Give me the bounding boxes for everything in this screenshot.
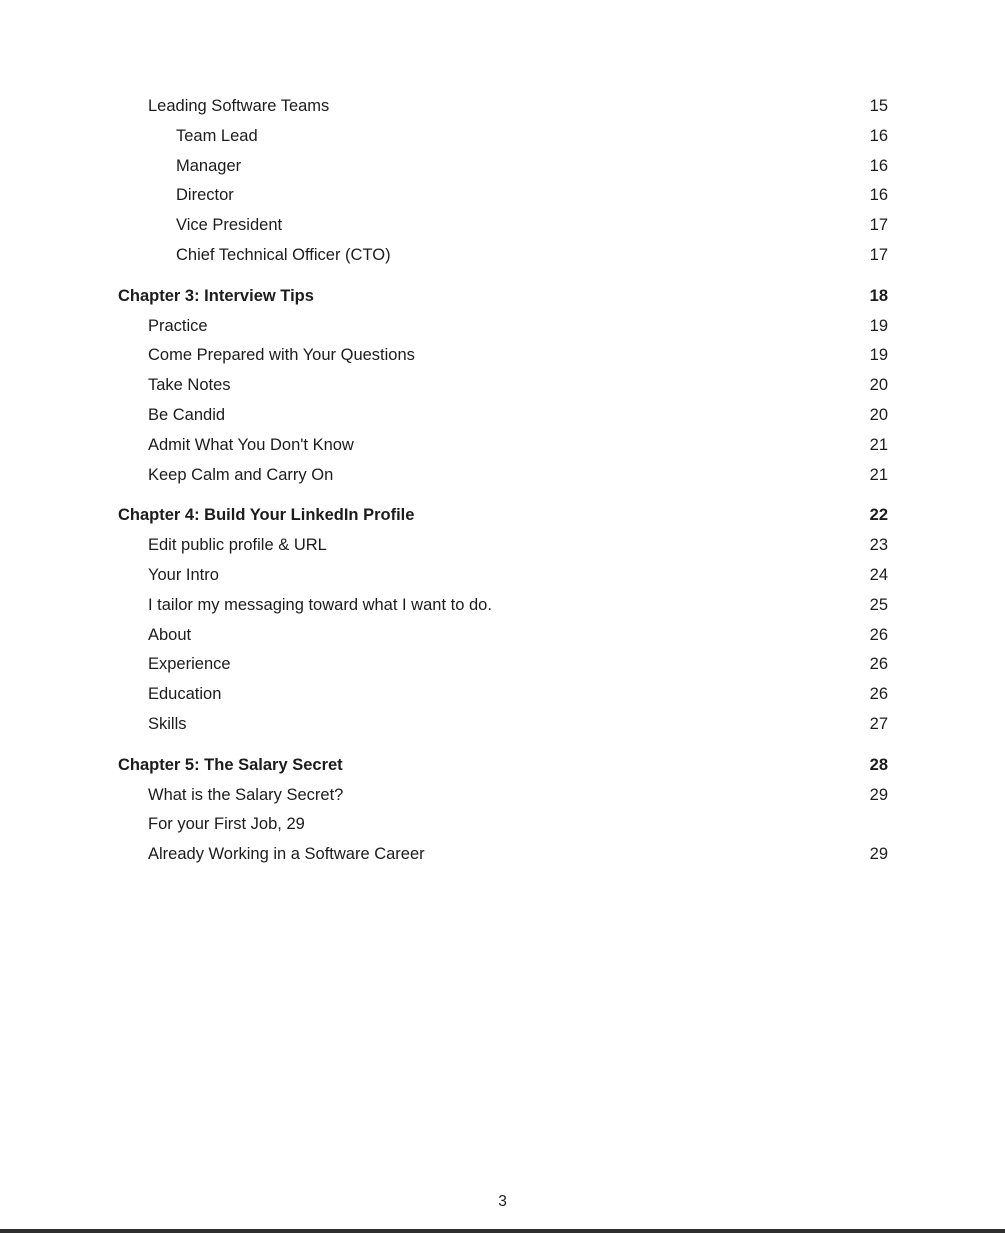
- toc-entry: [118, 810, 888, 840]
- toc-entry: [118, 211, 888, 241]
- toc-entry-label: Admit What You Don't Know: [148, 435, 354, 454]
- toc-entry-label: Your Intro: [148, 565, 219, 584]
- toc-entry-label: Come Prepared with Your Questions: [148, 346, 415, 365]
- toc-entry-page: 17: [869, 245, 888, 264]
- toc-chapter-entry: [118, 501, 888, 531]
- toc-entry-label: Leading Software Teams: [148, 97, 330, 115]
- toc-entry-page: 15: [869, 97, 888, 115]
- toc-entry-label: About: [148, 625, 192, 644]
- toc-entry-label: Team Lead: [176, 126, 258, 145]
- page-bottom-edge: [0, 1229, 1005, 1233]
- toc-entry-page: 21: [869, 435, 888, 454]
- toc-entry-label: What is the Salary Secret?: [148, 785, 344, 804]
- toc-chapter-entry: [118, 282, 888, 312]
- toc-entry: [118, 461, 888, 491]
- toc-entry: [118, 680, 888, 710]
- toc-entry-page: 20: [869, 376, 888, 395]
- toc-entry-page: 26: [869, 625, 888, 644]
- toc-entry: [118, 241, 888, 271]
- toc-entry-label: Practice: [148, 316, 208, 335]
- toc-entry-page: 21: [869, 465, 888, 484]
- toc-entry: [118, 621, 888, 651]
- toc-entry-page: 16: [869, 126, 888, 145]
- toc-entry-page: 29: [869, 785, 888, 804]
- footer-page-number: 3: [498, 1193, 507, 1210]
- toc-entry-page: 29: [869, 845, 888, 864]
- toc-entry: [118, 181, 888, 211]
- toc-entry: [118, 840, 888, 870]
- toc-entry: [118, 122, 888, 152]
- toc-entry-page: 20: [869, 405, 888, 424]
- table-of-contents: [118, 92, 888, 870]
- toc-entry-page: 25: [869, 595, 888, 614]
- toc-entry: [118, 401, 888, 431]
- toc-entry-label: Chief Technical Officer (CTO): [176, 245, 391, 264]
- toc-entry-label: Experience: [148, 655, 231, 674]
- toc-entry-page: 26: [869, 655, 888, 674]
- toc-chapter-entry: [118, 751, 888, 781]
- toc-entry-label: Be Candid: [148, 405, 226, 424]
- toc-entry-label: Chapter 3: Interview Tips: [118, 286, 314, 305]
- toc-entry: [118, 341, 888, 371]
- toc-entry-page: 19: [869, 316, 888, 335]
- toc-entry-page: 22: [869, 506, 888, 525]
- toc-entry: [118, 591, 888, 621]
- toc-entry-label: I tailor my messaging toward what I want to do.: [148, 595, 492, 614]
- toc-entry-label: Vice President: [176, 216, 283, 235]
- toc-entry-page: 17: [869, 216, 888, 235]
- toc-entry-page: 28: [869, 755, 888, 774]
- toc-entry-label: For your First Job, 29: [148, 815, 305, 834]
- toc-entry: [118, 152, 888, 182]
- toc-entry-page: 16: [869, 156, 888, 175]
- toc-entry-page: 18: [869, 286, 888, 305]
- toc-entry-page: 19: [869, 346, 888, 365]
- toc-entry-label: Manager: [176, 156, 242, 175]
- toc-entry: [118, 431, 888, 461]
- toc-entry-page: 16: [869, 186, 888, 205]
- toc-entry-label: Already Working in a Software Career: [148, 845, 425, 864]
- toc-entry-page: 27: [869, 714, 888, 733]
- toc-entry: [118, 561, 888, 591]
- toc-entry-label: Skills: [148, 714, 187, 733]
- toc-entry: [118, 531, 888, 561]
- toc-entry: [118, 92, 888, 122]
- toc-entry: [118, 312, 888, 342]
- toc-entry: [118, 781, 888, 811]
- toc-entry-label: Edit public profile & URL: [148, 536, 327, 555]
- toc-entry-label: Education: [148, 685, 222, 704]
- toc-entry-label: Chapter 5: The Salary Secret: [118, 755, 343, 774]
- toc-entry: [118, 371, 888, 401]
- toc-entry-label: Director: [176, 186, 234, 205]
- toc-entry-page: 26: [869, 685, 888, 704]
- toc-entry: [118, 710, 888, 740]
- toc-entry-label: Keep Calm and Carry On: [148, 465, 334, 484]
- toc-entry-page: 23: [869, 536, 888, 555]
- toc-entry: [118, 650, 888, 680]
- toc-entry-page: 24: [869, 565, 888, 584]
- toc-entry-label: Chapter 4: Build Your LinkedIn Profile: [118, 506, 415, 525]
- toc-entry-label: Take Notes: [148, 376, 231, 395]
